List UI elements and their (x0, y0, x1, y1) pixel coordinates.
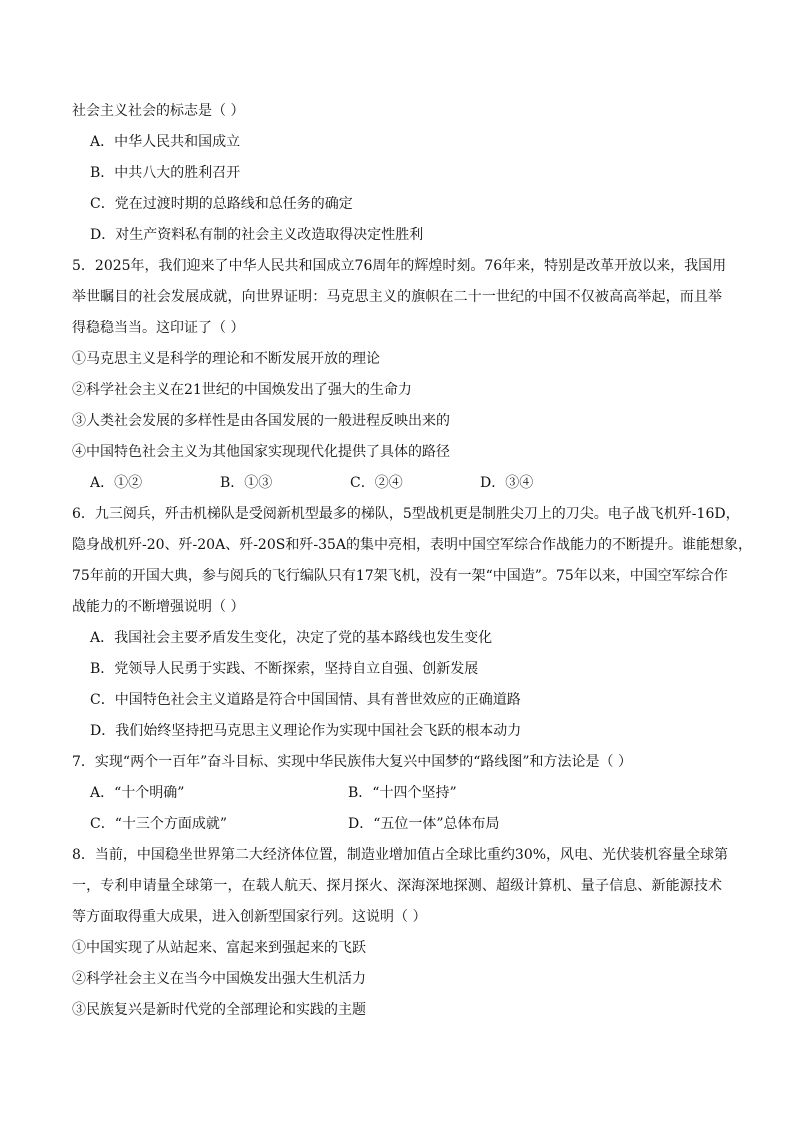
question-8-stem-line: 8．当前，中国稳坐世界第二大经济体位置，制造业增加值占全球比重约30%，风电、光伏装机容量全球第 (72, 847, 729, 863)
question-4-option-d[interactable]: D．对生产资料私有制的社会主义改造取得决定性胜利 (90, 227, 424, 243)
question-4-option-a[interactable]: A．中华人民共和国成立 (90, 134, 241, 150)
question-5-option-d[interactable]: D．③④ (480, 475, 534, 491)
question-7-option-d[interactable]: D．“五位一体”总体布局 (348, 816, 500, 832)
question-6 (72, 499, 752, 747)
question-7-stem: 7．实现“两个一百年”奋斗目标、实现中华民族伟大复兴中国梦的“路线图”和方法论是（ ） (72, 754, 632, 770)
question-5-option-c[interactable]: C．②④ (350, 475, 403, 491)
question-4-option-b[interactable]: B．中共八大的胜利召开 (90, 165, 241, 181)
question-5-option-b[interactable]: B．①③ (220, 475, 273, 491)
question-6-option-a[interactable]: A．我国社会主要矛盾发生变化，决定了党的基本路线也发生变化 (90, 630, 493, 646)
question-6-option-b[interactable]: B．党领导人民勇于实践、不断探索，坚持自立自强、创新发展 (90, 661, 479, 677)
question-5-options (72, 468, 722, 499)
question-6-stem-line: 隐身战机歼-20、歼-20A、歼-20S和歼-35A的集中亮相，表明中国空军综合作战能力的不断提升。谁能想象， (72, 537, 752, 553)
question-4 (72, 96, 722, 251)
question-7-options-row (72, 809, 722, 840)
exam-page (72, 96, 752, 1026)
question-8-statement: ③民族复兴是新时代党的全部理论和实践的主题 (72, 1002, 366, 1018)
question-6-option-d[interactable]: D．我们始终坚持把马克思主义理论作为实现中国社会飞跃的根本动力 (90, 723, 522, 739)
question-7-option-a[interactable]: A．“十个明确” (90, 785, 185, 801)
question-7-option-b[interactable]: B．“十四个坚持” (348, 785, 457, 801)
question-8-stem-line: 一，专利申请量全球第一，在载人航天、探月探火、深海深地探测、超级计算机、量子信息、新能源技术 (72, 878, 722, 894)
question-5-stem-line: 5．2025年，我们迎来了中华人民共和国成立76周年的辉煌时刻。76年来，特别是改革开放以来，我国用 (72, 258, 727, 274)
question-8-statement: ①中国实现了从站起来、富起来到强起来的飞跃 (72, 940, 366, 956)
question-6-stem-line: 战能力的不断增强说明（ ） (72, 599, 245, 615)
question-6-option-c[interactable]: C．中国特色社会主义道路是符合中国国情、具有普世效应的正确道路 (90, 692, 521, 708)
question-7 (72, 747, 722, 840)
question-5-stem-line: 得稳稳当当。这印证了（ ） (72, 320, 245, 336)
question-7-option-c[interactable]: C．“十三个方面成就” (90, 816, 228, 832)
question-5-statement: ①马克思主义是科学的理论和不断发展开放的理论 (72, 351, 380, 367)
question-6-stem-line: 6．九三阅兵，歼击机梯队是受阅新机型最多的梯队，5型战机更是制胜尖刀上的刀尖。电子战飞机歼-16D， (72, 506, 740, 522)
question-8 (72, 840, 729, 1026)
question-4-option-c[interactable]: C．党在过渡时期的总路线和总任务的确定 (90, 196, 353, 212)
question-8-statement: ②科学社会主义在当今中国焕发出强大生机活力 (72, 971, 366, 987)
question-7-options-row (72, 778, 722, 809)
question-4-stem: 社会主义社会的标志是（ ） (72, 103, 245, 119)
question-5-option-a[interactable]: A．①② (90, 475, 143, 491)
question-5-statement: ②科学社会主义在21世纪的中国焕发出了强大的生命力 (72, 382, 412, 398)
question-6-stem-line: 75年前的开国大典，参与阅兵的飞行编队只有17架飞机，没有一架“中国造”。75年以来，中国空军综合作 (72, 568, 728, 584)
question-5-statement: ④中国特色社会主义为其他国家实现现代化提供了具体的路径 (72, 444, 450, 460)
question-5 (72, 251, 727, 499)
question-5-statement: ③人类社会发展的多样性是由各国发展的一般进程反映出来的 (72, 413, 450, 429)
question-8-stem-line: 等方面取得重大成果，进入创新型国家行列。这说明（ ） (72, 909, 427, 925)
question-5-stem-line: 举世瞩目的社会发展成就，向世界证明：马克思主义的旗帜在二十一世纪的中国不仅被高高举起，而且举 (72, 289, 722, 305)
